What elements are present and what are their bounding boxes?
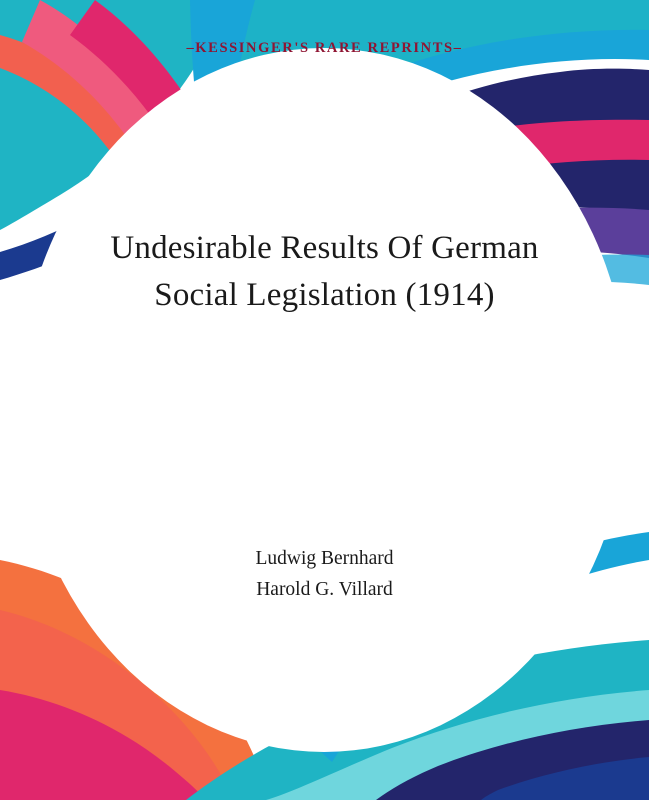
title-block [90,225,560,319]
author-name-primary: Ludwig Bernhard [255,547,394,569]
publisher-imprint: –KESSINGER'S RARE REPRINTS– [186,40,463,56]
author-name-secondary: Harold G. Villard [256,579,393,601]
author-block [90,543,560,606]
page-title: Undesirable Results Of German Social Legislation (1914) [110,230,539,313]
